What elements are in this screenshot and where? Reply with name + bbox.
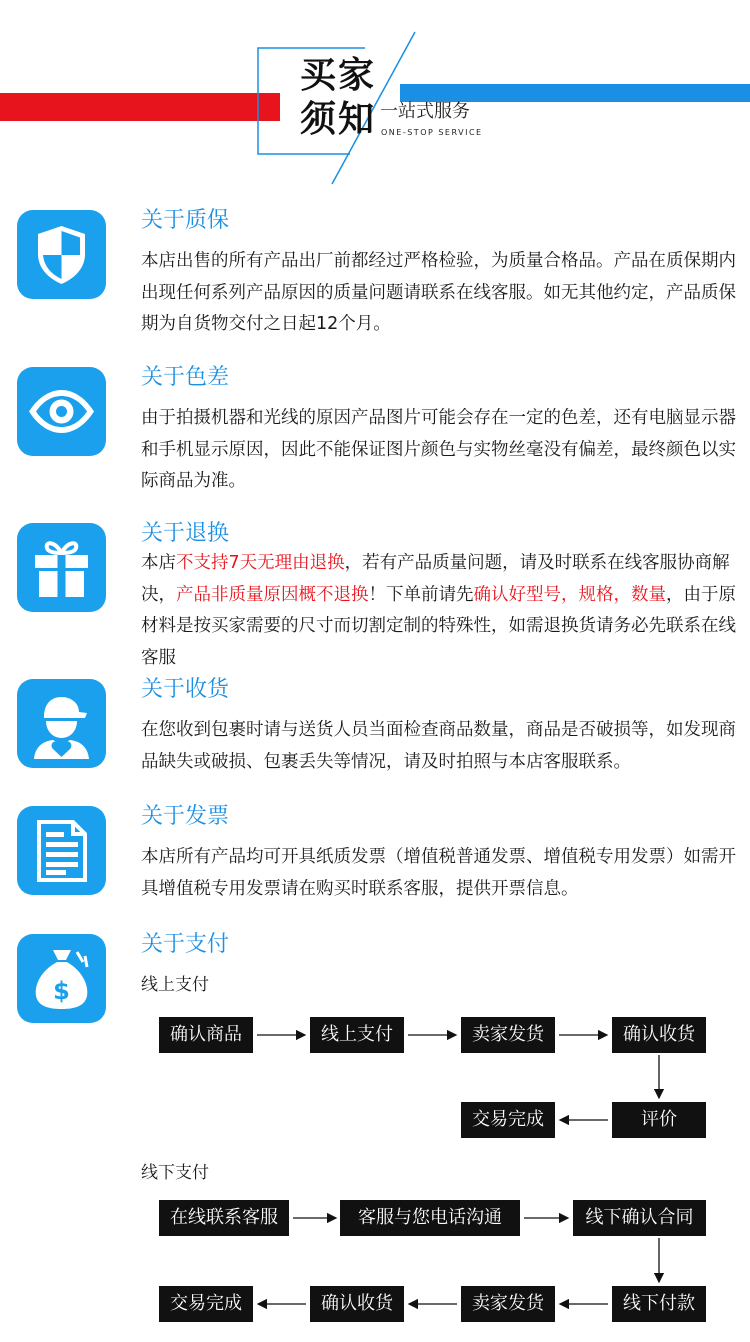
- section-body: 在您收到包裹时请与送货人员当面检查商品数量，商品是否破损等，如发现商品缺失或破损、包裹丢失等情况，请及时拍照与本店客服联系。: [141, 720, 736, 772]
- highlight-text: 产品非质量原因概不退换: [176, 584, 369, 605]
- body-text: ，由于原材料是按买家需要的尺寸而切割定制的特殊性，如需退换货请务必先联系在线客服: [141, 584, 736, 668]
- flow-step: 评价: [612, 1102, 706, 1138]
- flow-step: 客服与您电话沟通: [340, 1200, 520, 1236]
- highlight-text: 确认好型号，规格，数量: [473, 584, 666, 605]
- section-title: 关于退换: [141, 521, 230, 546]
- flow-step: 卖家发货: [461, 1286, 555, 1322]
- header-subtitle-en: ONE-STOP SERVICE: [381, 128, 483, 137]
- body-text: ！下单前请先: [368, 584, 474, 605]
- section-title: 关于发票: [141, 804, 230, 829]
- section-title: 关于收货: [141, 677, 230, 702]
- section-body: 本店所有产品均可开具纸质发票（增值税普通发票、增值税专用发票）如需开具增值税专用发票请在购买时联系客服，提供开票信息。: [141, 847, 736, 899]
- body-text: ，若有产品质量问题，请及时联系在线客服协商解决，: [141, 553, 730, 605]
- header-title-line2: 须知: [300, 99, 377, 140]
- flow-step: 确认收货: [310, 1286, 404, 1322]
- flow-step: 交易完成: [159, 1286, 253, 1322]
- section-body: 由于拍摄机器和光线的原因产品图片可能会存在一定的色差，还有电脑显示器和手机显示原因，因此不能保证图片颜色与实物丝毫没有偏差，最终颜色以实际商品为准。: [141, 408, 736, 491]
- online-payment-label: 线上支付: [141, 975, 209, 995]
- section-title: 关于色差: [141, 365, 230, 390]
- flow-step: 线下付款: [612, 1286, 706, 1322]
- flow-step: 卖家发货: [461, 1017, 555, 1053]
- offline-payment-label: 线下支付: [141, 1163, 209, 1183]
- section-title: 关于支付: [141, 932, 230, 957]
- flow-step: 确认商品: [159, 1017, 253, 1053]
- flow-step: 在线联系客服: [159, 1200, 289, 1236]
- body-text: 本店: [141, 553, 176, 573]
- flow-step: 交易完成: [461, 1102, 555, 1138]
- flow-step: 线下确认合同: [573, 1200, 706, 1236]
- section-body: 本店出售的所有产品出厂前都经过严格检验，为质量合格品。产品在质保期内出现任何系列产品原因的质量问题请联系在线客服。如无其他约定，产品质保期为自货物交付之日起12个月。: [141, 251, 736, 334]
- header-title-line1: 买家: [300, 55, 377, 96]
- svg-text:$: $: [53, 977, 70, 1005]
- section-title: 关于质保: [141, 208, 230, 233]
- flow-step: 线上支付: [310, 1017, 404, 1053]
- flow-step: 确认收货: [612, 1017, 706, 1053]
- header-subtitle-cn: 一站式服务: [380, 101, 470, 122]
- highlight-text: 不支持7天无理由退换: [176, 553, 345, 573]
